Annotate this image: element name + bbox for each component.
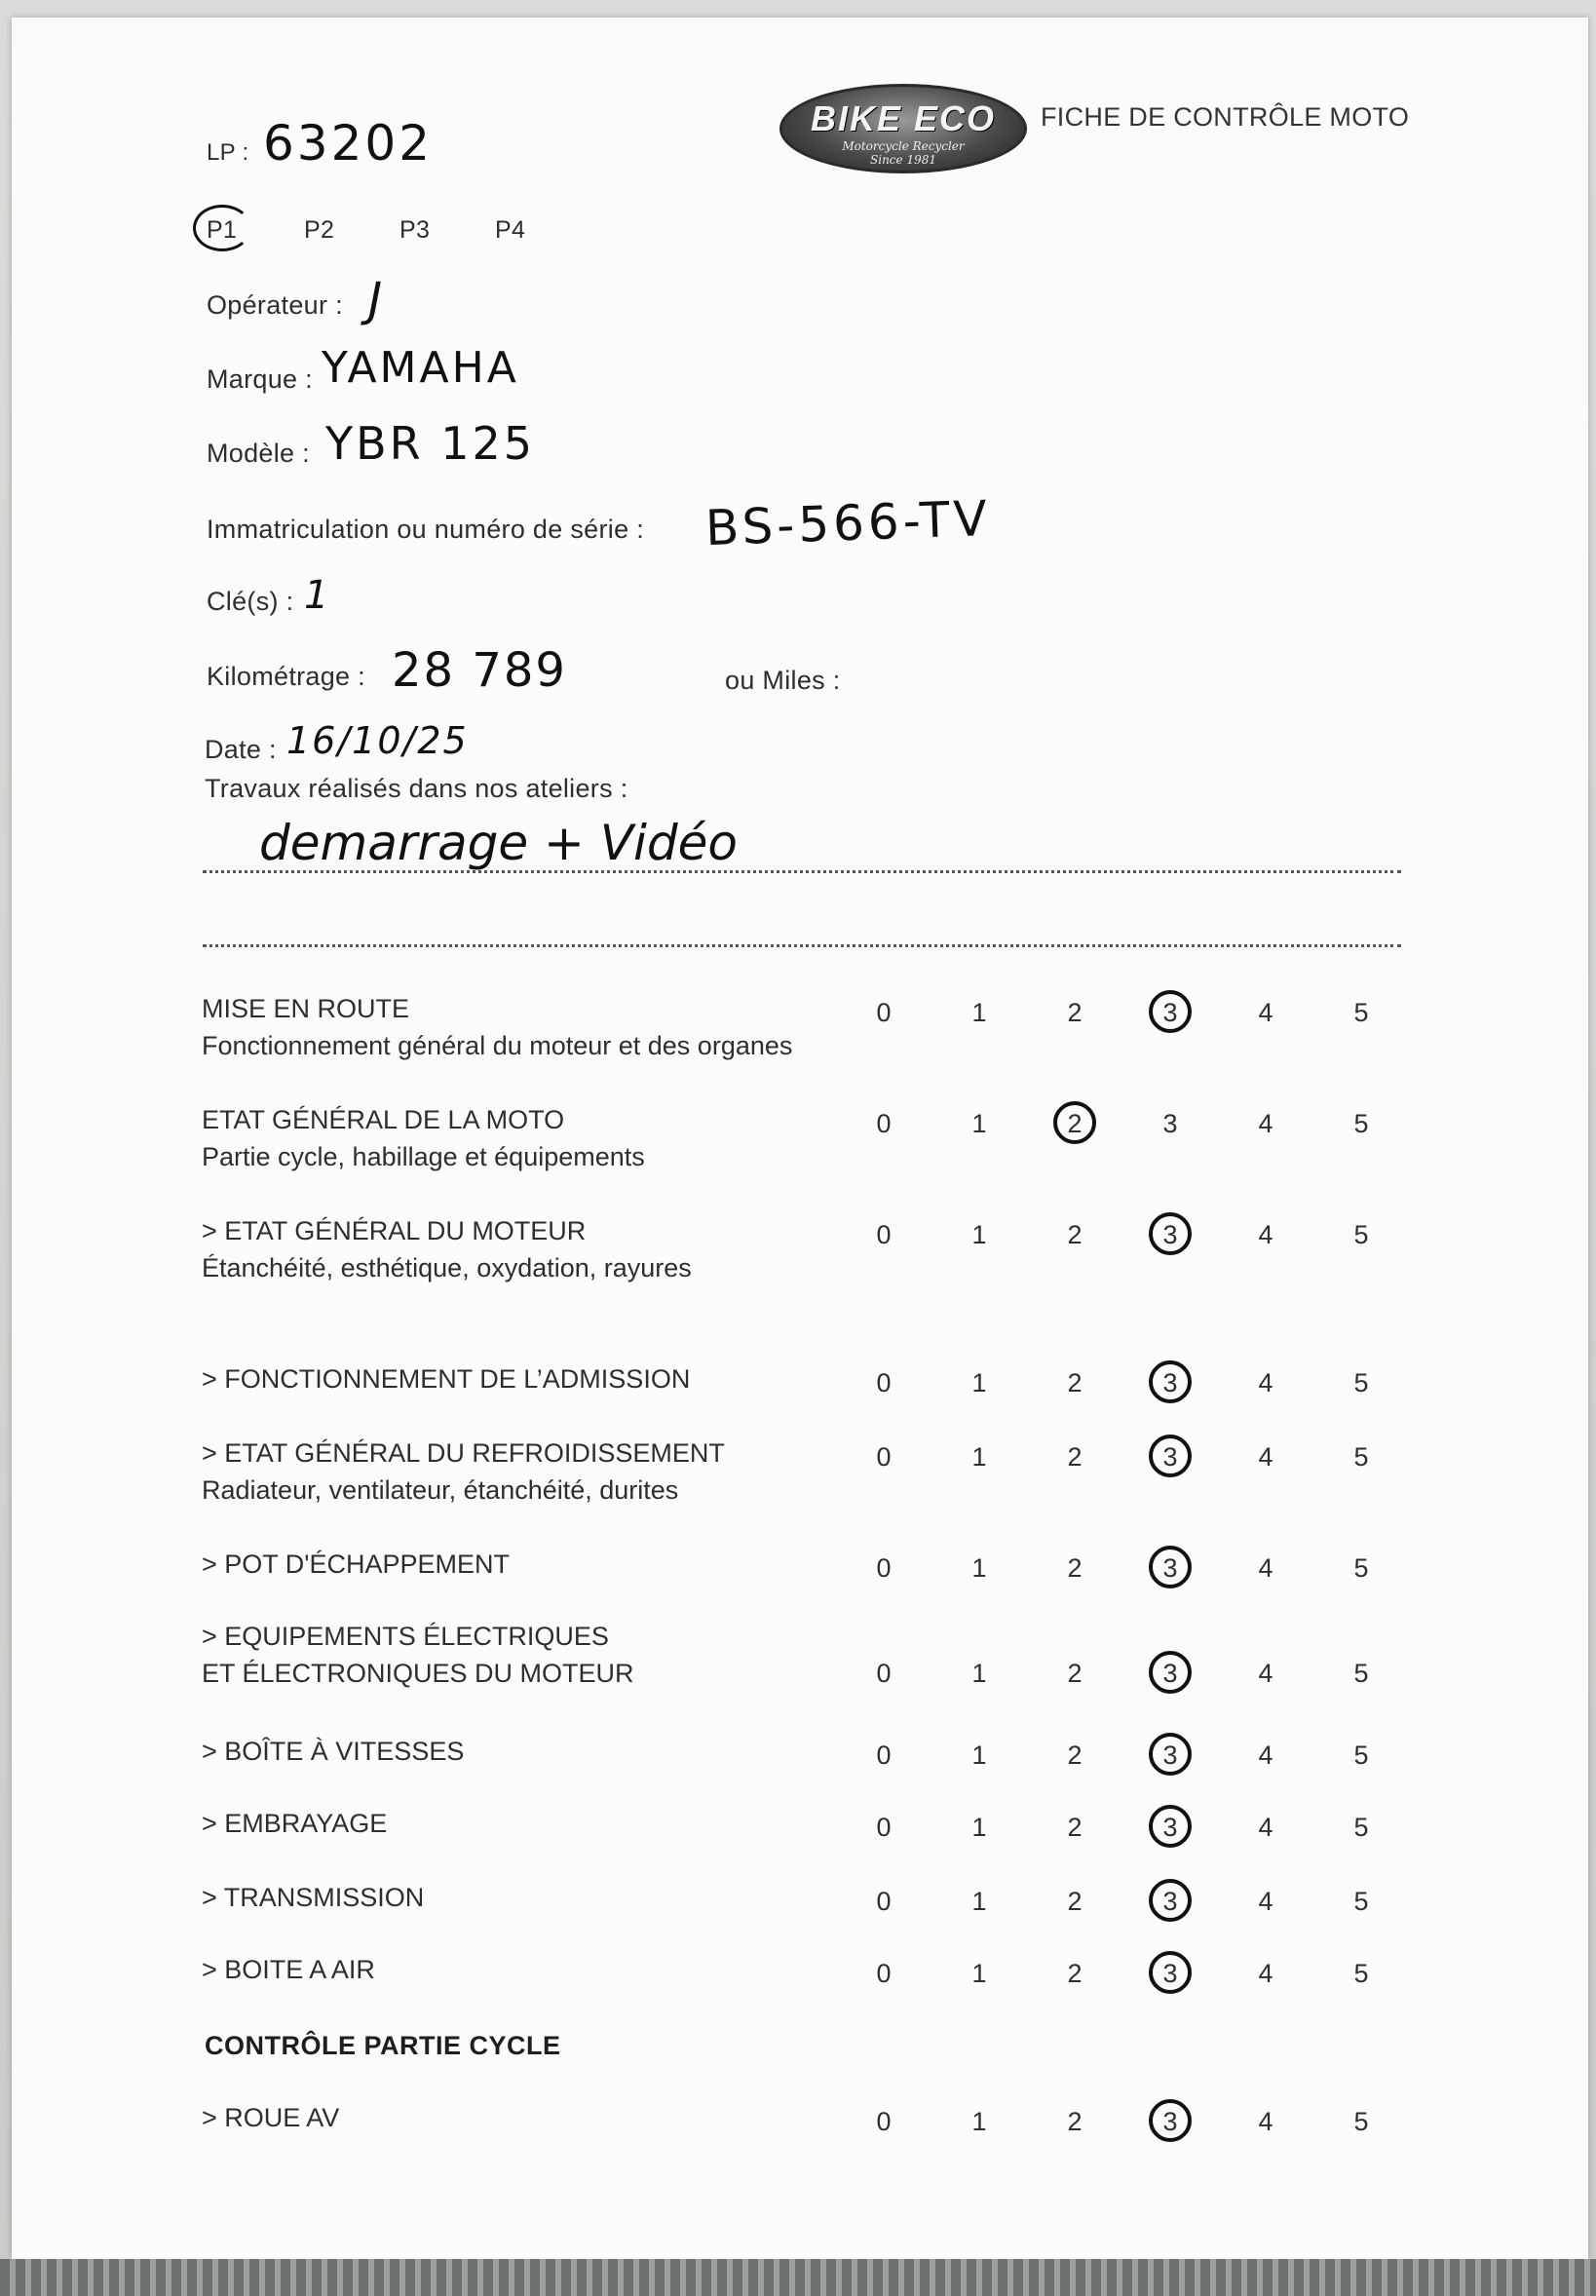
score-option[interactable]: 2 [1067, 1741, 1083, 1770]
score-option[interactable]: 5 [1353, 1368, 1369, 1397]
score-option[interactable]: 4 [1258, 1368, 1273, 1397]
score-option[interactable]: 4 [1258, 1887, 1273, 1916]
keys-value: 1 [304, 573, 329, 618]
score-option[interactable]: 3 [1162, 998, 1178, 1027]
score-option[interactable]: 3 [1162, 1659, 1178, 1688]
score-selected-circle [1149, 2099, 1192, 2142]
score-selected-circle [1149, 1546, 1192, 1588]
score-option[interactable]: 2 [1067, 1813, 1083, 1842]
score-option[interactable]: 5 [1353, 1553, 1369, 1583]
score-selected-circle [1149, 1879, 1192, 1922]
score-option[interactable]: 1 [971, 1741, 987, 1770]
date-value: 16/10/25 [286, 719, 469, 762]
check-title: > ETAT GÉNÉRAL DU REFROIDISSEMENT [202, 1438, 725, 1468]
registration-label: Immatriculation ou numéro de série : [207, 515, 644, 544]
score-option[interactable]: 3 [1162, 1553, 1178, 1583]
check-title: ETAT GÉNÉRAL DE LA MOTO [202, 1105, 565, 1134]
position-p2[interactable]: P2 [304, 216, 335, 244]
works-label: Travaux réalisés dans nos ateliers : [205, 774, 628, 803]
score-option[interactable]: 5 [1353, 1887, 1369, 1916]
score-selected-circle [1149, 1951, 1192, 1994]
bike-eco-logo [779, 84, 1027, 173]
check-title: MISE EN ROUTE [202, 994, 410, 1023]
score-option[interactable]: 4 [1258, 1220, 1273, 1249]
check-title: > ETAT GÉNÉRAL DU MOTEUR [202, 1216, 587, 1245]
score-option[interactable]: 0 [876, 1741, 892, 1770]
score-option[interactable]: 2 [1067, 1442, 1083, 1472]
score-option[interactable]: 1 [971, 1659, 987, 1688]
score-option[interactable]: 1 [971, 1109, 987, 1138]
operator-label: Opérateur : [207, 290, 343, 320]
score-option[interactable]: 3 [1162, 1442, 1178, 1472]
operator-value: J [368, 273, 383, 327]
score-option[interactable]: 0 [876, 1887, 892, 1916]
binder-edge [0, 2259, 1596, 2296]
score-option[interactable]: 4 [1258, 1553, 1273, 1583]
score-selected-circle [1149, 990, 1192, 1033]
score-option[interactable]: 2 [1067, 1659, 1083, 1688]
score-option[interactable]: 0 [876, 1220, 892, 1249]
works-value: demarrage + Vidéo [259, 815, 738, 871]
works-line-2 [203, 944, 1401, 947]
position-p4[interactable]: P4 [495, 216, 526, 244]
score-option[interactable]: 5 [1353, 998, 1369, 1027]
score-option[interactable]: 0 [876, 1109, 892, 1138]
position-selected-circle [193, 205, 251, 251]
score-option[interactable]: 0 [876, 1553, 892, 1583]
score-option[interactable]: 2 [1067, 1959, 1083, 1988]
score-option[interactable]: 3 [1162, 1959, 1178, 1988]
position-p1[interactable]: P1 [207, 216, 238, 244]
score-selected-circle [1149, 1435, 1192, 1477]
score-option[interactable]: 4 [1258, 2107, 1273, 2136]
check-subtitle: Étanchéité, esthétique, oxydation, rayures [202, 1253, 692, 1282]
score-option[interactable]: 4 [1258, 1659, 1273, 1688]
score-option[interactable]: 2 [1067, 1109, 1083, 1138]
brand-label: Marque : [207, 364, 313, 394]
date-label: Date : [205, 735, 277, 764]
score-option[interactable]: 5 [1353, 1220, 1369, 1249]
check-title: > ROUE AV [202, 2103, 340, 2132]
score-option[interactable]: 2 [1067, 1553, 1083, 1583]
score-option[interactable]: 2 [1067, 998, 1083, 1027]
score-option[interactable]: 3 [1162, 1368, 1178, 1397]
score-option[interactable]: 3 [1162, 1109, 1178, 1138]
score-option[interactable]: 5 [1353, 1959, 1369, 1988]
check-title: > BOITE A AIR [202, 1955, 375, 1984]
score-selected-circle [1149, 1805, 1192, 1848]
score-option[interactable]: 1 [971, 1368, 987, 1397]
score-option[interactable]: 4 [1258, 1741, 1273, 1770]
model-label: Modèle : [207, 439, 310, 468]
score-option[interactable]: 0 [876, 1813, 892, 1842]
score-selected-circle [1149, 1212, 1192, 1255]
score-selected-circle [1149, 1733, 1192, 1776]
score-option[interactable]: 1 [971, 998, 987, 1027]
score-option[interactable]: 1 [971, 1553, 987, 1583]
score-selected-circle [1149, 1360, 1192, 1403]
registration-value: BS-566-TV [704, 489, 992, 557]
works-line-1 [203, 870, 1401, 873]
score-option[interactable]: 1 [971, 1887, 987, 1916]
score-option[interactable]: 1 [971, 2107, 987, 2136]
cycle-section-heading: CONTRÔLE PARTIE CYCLE [205, 2031, 561, 2060]
score-option[interactable]: 3 [1162, 1220, 1178, 1249]
check-title: > TRANSMISSION [202, 1883, 425, 1912]
score-option[interactable]: 0 [876, 998, 892, 1027]
score-option[interactable]: 5 [1353, 1659, 1369, 1688]
score-selected-circle [1053, 1101, 1096, 1144]
check-subtitle: Fonctionnement général du moteur et des organes [202, 1031, 793, 1060]
check-subtitle: ET ÉLECTRONIQUES DU MOTEUR [202, 1659, 634, 1688]
score-option[interactable]: 2 [1067, 1220, 1083, 1249]
score-option[interactable]: 4 [1258, 998, 1273, 1027]
score-option[interactable]: 3 [1162, 1741, 1178, 1770]
check-title: > FONCTIONNEMENT DE L’ADMISSION [202, 1364, 691, 1394]
check-subtitle: Radiateur, ventilateur, étanchéité, durites [202, 1475, 679, 1505]
keys-label: Clé(s) : [207, 587, 294, 616]
score-selected-circle [1149, 1651, 1192, 1694]
check-title: > EQUIPEMENTS ÉLECTRIQUES [202, 1622, 609, 1651]
logo-since: Since 1981 [870, 153, 936, 167]
score-option[interactable]: 0 [876, 1959, 892, 1988]
mileage-value: 28 789 [392, 643, 567, 698]
check-title: > BOÎTE À VITESSES [202, 1737, 465, 1766]
score-option[interactable]: 1 [971, 1442, 987, 1472]
score-option[interactable]: 3 [1162, 1813, 1178, 1842]
score-option[interactable]: 5 [1353, 1813, 1369, 1842]
position-p3[interactable]: P3 [399, 216, 431, 244]
lp-label: LP : [207, 139, 249, 166]
miles-label: ou Miles : [725, 666, 841, 695]
score-option[interactable]: 3 [1162, 2107, 1178, 2136]
brand-value: YAMAHA [322, 343, 519, 393]
logo-brand: BIKE ECO [810, 98, 997, 138]
check-title: > POT D'ÉCHAPPEMENT [202, 1550, 510, 1579]
score-option[interactable]: 5 [1353, 2107, 1369, 2136]
score-option[interactable]: 1 [971, 1813, 987, 1842]
score-option[interactable]: 5 [1353, 1109, 1369, 1138]
score-option[interactable]: 2 [1067, 1887, 1083, 1916]
score-option[interactable]: 1 [971, 1959, 987, 1988]
mileage-label: Kilométrage : [207, 662, 365, 691]
logo-tagline: Motorcycle Recycler [842, 139, 965, 153]
score-option[interactable]: 4 [1258, 1442, 1273, 1472]
score-option[interactable]: 4 [1258, 1109, 1273, 1138]
form-title: FICHE DE CONTRÔLE MOTO [1041, 102, 1410, 132]
score-option[interactable]: 2 [1067, 1368, 1083, 1397]
score-option[interactable]: 0 [876, 2107, 892, 2136]
score-option[interactable]: 0 [876, 1659, 892, 1688]
score-option[interactable]: 4 [1258, 1959, 1273, 1988]
score-option[interactable]: 3 [1162, 1887, 1178, 1916]
check-title: > EMBRAYAGE [202, 1809, 388, 1838]
score-option[interactable]: 5 [1353, 1442, 1369, 1472]
model-value: YBR 125 [325, 417, 536, 470]
score-option[interactable]: 5 [1353, 1741, 1369, 1770]
score-option[interactable]: 0 [876, 1368, 892, 1397]
lp-value: 63202 [263, 115, 434, 172]
score-option[interactable]: 0 [876, 1442, 892, 1472]
score-option[interactable]: 1 [971, 1220, 987, 1249]
score-option[interactable]: 4 [1258, 1813, 1273, 1842]
check-subtitle: Partie cycle, habillage et équipements [202, 1142, 645, 1171]
score-option[interactable]: 2 [1067, 2107, 1083, 2136]
